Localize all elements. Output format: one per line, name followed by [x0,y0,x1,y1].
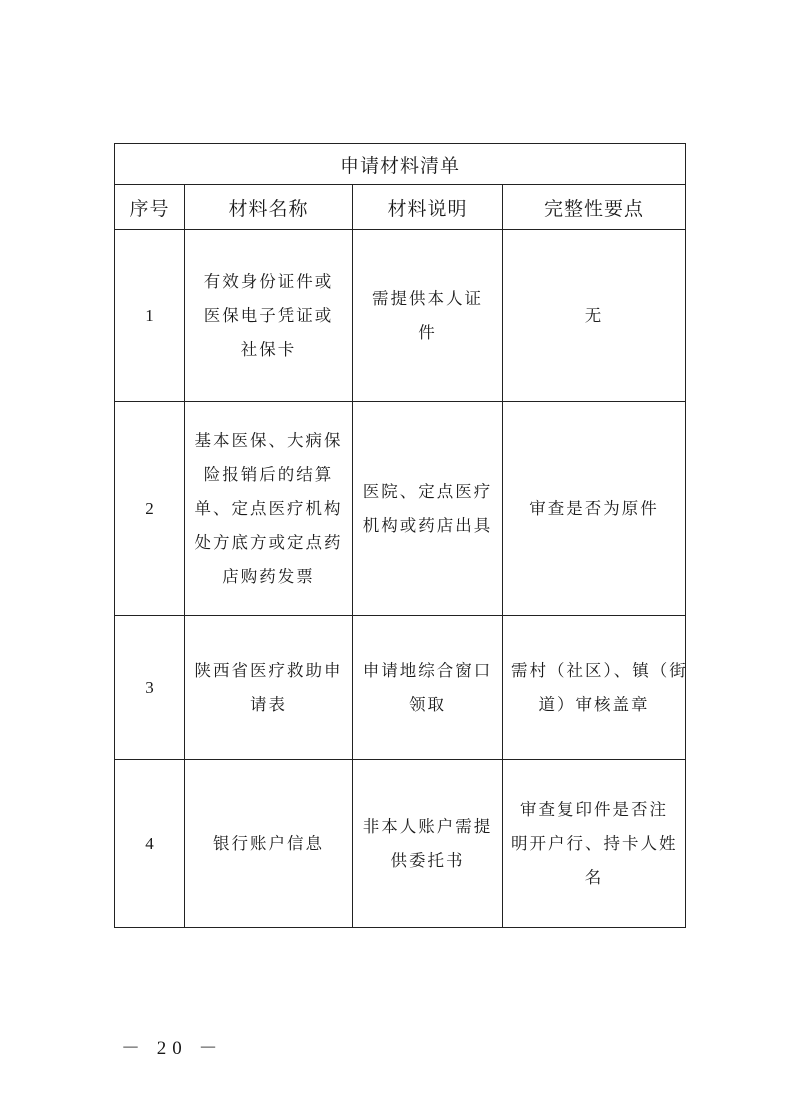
materials-table [114,143,686,928]
text-line: 社保卡 [240,339,297,359]
row-completeness-points [503,760,686,928]
row-serial: 3 [115,616,185,760]
row-completeness-points [503,402,686,616]
row-material-description [353,760,503,928]
text-line: 领取 [409,694,446,714]
text-line: 明开户行、持卡人姓 [511,833,678,853]
text-line: 陕西省医疗救助申 [194,660,343,680]
header-material-description: 材料说明 [353,185,503,230]
row-material-description [353,230,503,402]
header-serial: 序号 [115,185,185,230]
header-material-name: 材料名称 [185,185,353,230]
table-title-row [115,144,686,185]
text-line: 无 [584,305,604,325]
row-completeness-points [503,616,686,760]
page-number: － 20 － [121,1038,224,1059]
table-header-row [115,185,686,230]
table-row [115,402,686,616]
text-line: 需提供本人证 [372,288,483,308]
row-material-name [185,616,353,760]
row-material-name [185,230,353,402]
header-completeness-points: 完整性要点 [503,185,686,230]
text-line: 银行账户信息 [213,833,324,853]
text-line: 名 [584,867,604,887]
text-line: 审查是否为原件 [529,498,659,518]
row-completeness-points [503,230,686,402]
text-line: 需村（社区）、镇（街 [511,660,688,680]
table-row [115,760,686,928]
text-line: 店购药发票 [222,566,315,586]
table-row [115,230,686,402]
text-line: 供委托书 [390,850,465,870]
text-line: 件 [418,322,437,342]
text-line: 机构或药店出具 [362,515,493,535]
row-material-name [185,402,353,616]
text-line: 基本医保、大病保 [194,430,343,450]
row-material-description [353,402,503,616]
text-line: 医保电子凭证或 [203,305,334,325]
text-line: 险报销后的结算 [203,464,334,484]
text-line: 道）审核盖章 [538,694,650,714]
text-line: 有效身份证件或 [203,271,334,291]
text-line: 医院、定点医疗 [362,481,493,501]
row-serial: 1 [115,230,185,402]
text-line: 审查复印件是否注 [520,799,668,819]
row-material-description [353,616,503,760]
row-serial: 4 [115,760,185,928]
table-row [115,616,686,760]
text-line: 申请地综合窗口 [362,660,493,680]
text-line: 请表 [250,694,287,714]
table-title: 申请材料清单 [115,144,686,185]
text-line: 单、定点医疗机构 [194,498,343,518]
row-material-name [185,760,353,928]
row-serial: 2 [115,402,185,616]
text-line: 处方底方或定点药 [194,532,343,552]
text-line: 非本人账户需提 [362,816,493,836]
